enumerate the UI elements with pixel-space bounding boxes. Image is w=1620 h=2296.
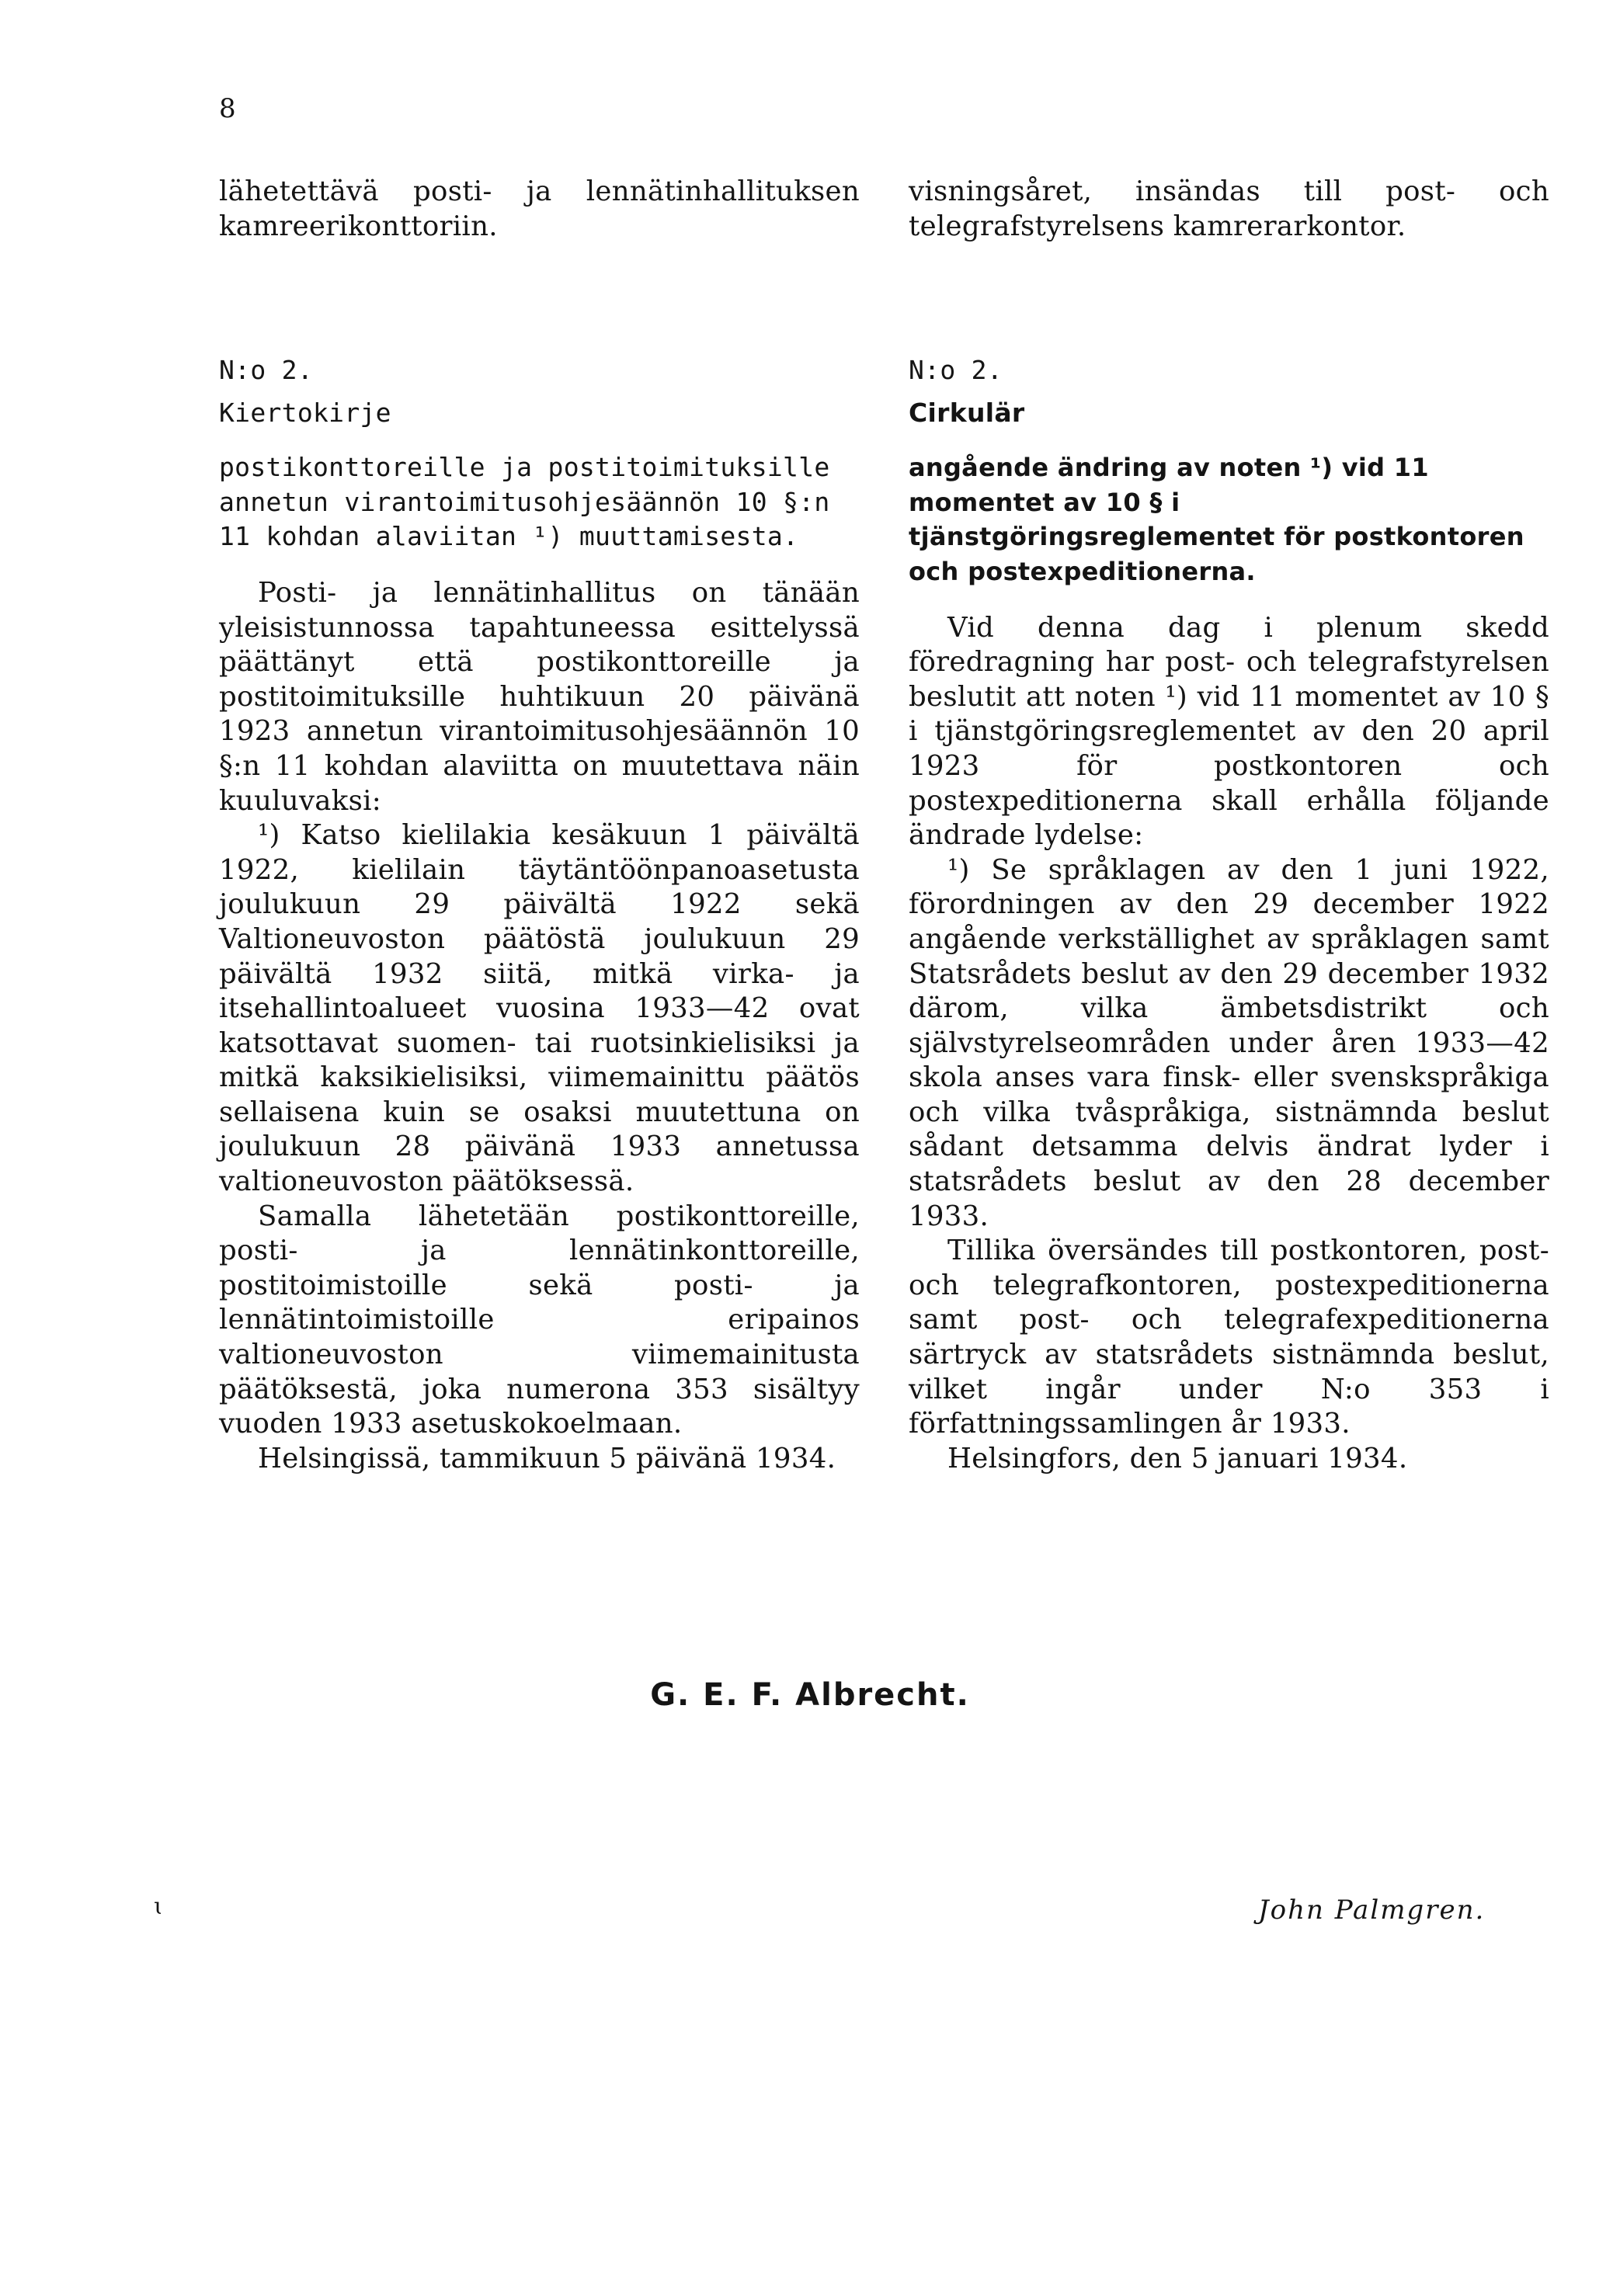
swedish-column <box>909 175 1549 1476</box>
swedish-footnote-text: ¹) Se språklagen av den 1 juni 1922, förordningen av den 29 december 1922 angående verkställighet av språklagen samt Statsrådets beslut av den 29 december 1932 därom, vilka ämbetsdistrikt och självstyrelseområden under åren 1933—42 skola anses vara finsk- eller svenskspråkiga och vilka tvåspråkiga, sistnämnda beslut sådant detsamma delvis ändrat lyder i statsrådets beslut av den 28 december 1933. <box>909 853 1549 1232</box>
finnish-circular-title: Kiertokirje <box>219 397 391 428</box>
finnish-circular-subject: postikonttoreille ja postitoimituksille annetun virantoimitusohjesäännön 10 §:n 11 kohdan alaviitan ¹) muuttamisesta. <box>219 452 830 552</box>
swedish-place-date: Helsingfors, den 5 januari 1934. <box>947 1442 1408 1475</box>
finnish-column <box>219 175 860 1476</box>
swedish-second-paragraph: Tillika översändes till postkontoren, post- och telegrafkontoren, postexpeditionerna samt post- och telegrafexpeditionerna särtryck av statsrådets sistnämnda beslut, vilket ingår under N:o 353 i författningssamlingen år 1933. <box>909 1235 1549 1440</box>
primary-signature: G. E. F. Albrecht. <box>650 1677 970 1713</box>
finnish-body-paragraph: Posti- ja lennätinhallitus on tänään yleisistunnossa tapahtuneessa esittelyssä päättänyt että postikonttoreille ja postitoimituksille huhtikuun 20 päivänä 1923 annetun virantoimitusohjesäännön 10 §:n 11 kohdan alaviitta on muutettava näin kuuluvaksi: <box>219 576 860 817</box>
finnish-place-date: Helsingissä, tammikuun 5 päivänä 1934. <box>258 1442 836 1475</box>
finnish-intro-block <box>219 175 860 353</box>
finnish-second-paragraph: Samalla lähetetään postikonttoreille, posti- ja lennätinkonttoreille, postitoimistoille sekä posti- ja lennätintoimistoille eripainos valtioneuvoston viimemainitusta päätöksestä, joka numerona 353 sisältyy vuoden 1933 asetuskokoelmaan. <box>219 1200 860 1440</box>
page-number: 8 <box>219 93 236 124</box>
stray-mark: ɩ <box>154 1893 163 1920</box>
swedish-circular-title: Cirkulär <box>909 397 1025 428</box>
swedish-intro-text: visningsåret, insändas till post- och telegrafstyrelsens kamrerarkontor. <box>909 175 1549 242</box>
swedish-circular-subject: angående ändring av noten ¹) vid 11 momentet av 10 § i tjänstgöringsreglementet för postkontoren och postexpeditionerna. <box>909 453 1524 586</box>
swedish-circular-number: N:o 2. <box>909 355 1003 385</box>
secondary-signature: John Palmgren. <box>1258 1895 1486 1926</box>
swedish-intro-block <box>909 175 1549 353</box>
finnish-footnote-text: ¹) Katso kielilakia kesäkuun 1 päivältä 1922, kielilain täytäntöönpanoasetusta joulukuun 29 päivältä 1922 sekä Valtioneuvoston päätöstä joulukuun 29 päivältä 1932 siitä, mitkä virka- ja itsehallintoalueet vuosina 1933—42 ovat katsottavat suomen- tai ruotsinkielisiksi ja mitkä kaksikielisiksi, viimemainittu päätös sellaisena kuin se osaksi muutettuna on joulukuun 28 päivänä 1933 annetussa valtioneuvoston päätöksessä. <box>219 819 860 1198</box>
finnish-intro-text: lähetettävä posti- ja lennätinhallituksen kamreerikonttoriin. <box>219 175 860 242</box>
swedish-body-paragraph: Vid denna dag i plenum skedd föredragning har post- och telegrafstyrelsen beslutit att noten ¹) vid 11 momentet av 10 § i tjänstgöringsreglementet av den 20 april 1923 för postkontoren och postexpeditionerna skall erhålla följande ändrade lydelse: <box>909 611 1549 852</box>
finnish-circular-number: N:o 2. <box>219 355 314 385</box>
